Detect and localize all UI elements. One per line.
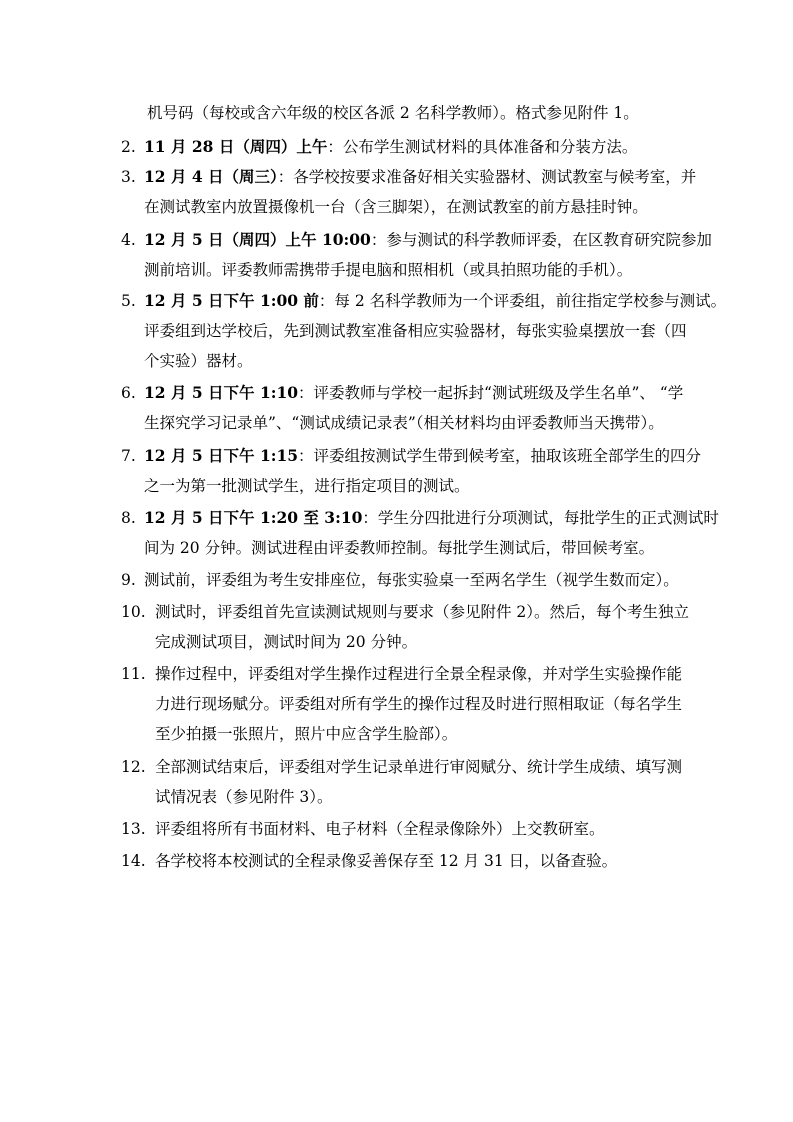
item-continuation: [144, 351, 253, 371]
item-text: 测前培训。评委教师需携带手提电脑和照相机（或具拍照功能的手机）。: [144, 261, 633, 279]
item-number: 12.: [121, 758, 146, 776]
item-text: 间为 20 分钟。测试进程由评委教师控制。每批学生测试后，带回候考室。: [144, 539, 655, 557]
item-number: 3.: [121, 168, 136, 186]
item-date: 12 月 5 日下午 1:15: [144, 446, 299, 465]
item-continuation: [144, 321, 687, 341]
item-continuation: [144, 413, 664, 433]
item-date: 12 月 5 日下午 1:00 前: [144, 291, 319, 310]
item-number: 2.: [121, 138, 136, 156]
item-text: 测试前，评委组为考生安排座位，每张实验桌一至两名学生（视学生数而定）。: [144, 571, 679, 589]
continuation-text: 机号码（每校或含六年级的校区各派 2 名科学教师）。格式参见附件 1。: [147, 104, 639, 122]
item-date: 12 月 5 日（周四）上午 10:00: [144, 230, 371, 249]
item-continuation: [155, 724, 457, 744]
item-number: 8.: [121, 509, 136, 527]
item-text: ：每 2 名科学教师为一个评委组，前往指定学校参与测试。: [318, 292, 727, 310]
item-continuation: [155, 787, 333, 807]
item-text: 之一为第一批测试学生，进行指定项目的测试。: [144, 477, 470, 495]
item-number: 14.: [121, 852, 146, 870]
item-text: 评委组到达学校后，先到测试教室准备相应实验器材，每张实验桌摆放一套（四: [144, 322, 687, 340]
item-number: 4.: [121, 231, 136, 249]
item-number: 7.: [121, 447, 136, 465]
item-date: 12 月 4 日（周三）: [144, 167, 278, 186]
item-text: 至少拍摄一张照片，照片中应含学生脸部）。: [155, 725, 458, 743]
item-continuation: [144, 260, 632, 280]
item-number: 10.: [121, 603, 146, 621]
item-continuation: [155, 694, 682, 714]
item-date: 12 月 5 日下午 1:20 至 3:10: [144, 508, 363, 527]
item-text: 在测试教室内放置摄像机一台（含三脚架），在测试教室的前方悬挂时钟。: [144, 198, 648, 216]
item-text: 测试时，评委组首先宣读测试规则与要求（参见附件 2）。然后，每个考生独立: [155, 603, 690, 621]
item-text: ：学生分四批进行分项测试，每批学生的正式测试时: [362, 509, 719, 527]
item-text: 试情况表（参见附件 3）。: [155, 788, 333, 806]
item-continuation: [155, 632, 417, 652]
item-text: 各学校将本校测试的全程录像妥善保存至 12 月 31 日，以备查验。: [155, 852, 618, 870]
item-continuation: [144, 538, 654, 558]
item-text: 力进行现场赋分。评委组对所有学生的操作过程及时进行照相取证（每名学生: [155, 695, 683, 713]
item-text: 生探究学习记录单”、“测试成绩记录表”（相关材料均由评委教师当天携带）。: [144, 414, 664, 432]
item-text: ：各学校按要求准备好相关实验器材、测试教室与候考室，并: [277, 168, 697, 186]
item-text: ：评委组按测试学生带到候考室，抽取该班全部学生的四分: [298, 447, 702, 465]
item-text: 评委组将所有书面材料、电子材料（全程录像除外）上交教研室。: [155, 820, 605, 838]
item-text: ：参与测试的科学教师评委，在区教育研究院参加: [370, 231, 712, 249]
item-number: 13.: [121, 820, 146, 838]
item-date: 12 月 5 日下午 1:10: [144, 383, 299, 402]
item-text: ：公布学生测试材料的具体准备和分装方法。: [327, 138, 638, 156]
item-number: 11.: [121, 665, 146, 683]
item-number: 9.: [121, 571, 136, 589]
item-continuation: [144, 197, 648, 217]
item-number: 6.: [121, 384, 136, 402]
item-text: 个实验）器材。: [144, 352, 253, 370]
item-continuation: [144, 476, 470, 496]
item-text: 全部测试结束后，评委组对学生记录单进行审阅赋分、统计学生成绩、填写测: [155, 758, 683, 776]
item-number: 5.: [121, 292, 136, 310]
item-text: ：评委教师与学校一起拆封“测试班级及学生名单”、 “学: [298, 384, 684, 402]
item-text: 完成测试项目，测试时间为 20 分钟。: [155, 633, 418, 651]
item-text: 操作过程中，评委组对学生操作过程进行全景全程录像，并对学生实验操作能: [155, 665, 683, 683]
item-date: 11 月 28 日（周四）上午: [144, 137, 328, 156]
